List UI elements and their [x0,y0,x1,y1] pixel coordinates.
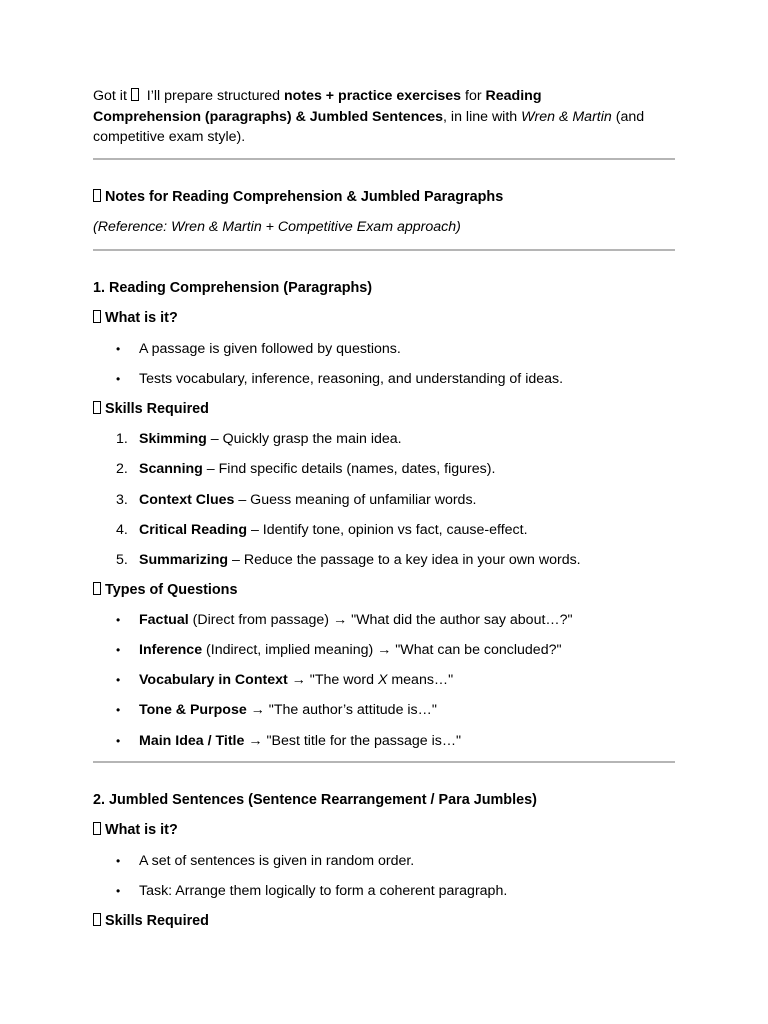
notes-title-text: Notes for Reading Comprehension & Jumbled Paragraphs [105,189,504,205]
bullet: • [116,673,121,687]
list-item [139,672,453,688]
question-type-term: Vocabulary in Context [139,672,288,688]
heading-text: Skills Required [105,913,209,929]
list-item: A set of sentences is given in random order. [139,853,415,869]
missing-glyph-icon [93,913,101,926]
bullet: • [116,703,121,717]
bullet: • [116,342,121,356]
list-item [139,733,461,749]
missing-glyph-icon [93,401,101,414]
notes-title [93,189,503,205]
missing-glyph-icon [93,189,101,202]
intro-paragraph [93,86,653,148]
section-2-title: 2. Jumbled Sentences (Sentence Rearrangement / Para Jumbles) [93,792,537,808]
reference-note: (Reference: Wren & Martin + Competitive Exam approach) [93,219,461,235]
heading-text: Types of Questions [105,582,238,598]
question-type-term: Tone & Purpose [139,702,247,718]
list-item [139,461,495,477]
section-2-skills-heading [93,913,209,929]
heading-text: Skills Required [105,401,209,417]
skill-desc: – Reduce the passage to a key idea in your own words. [228,552,581,568]
horizontal-rule [93,158,675,160]
bullet: • [116,734,121,748]
heading-text: What is it? [105,822,178,838]
question-type-desc-italic: X [377,672,388,688]
list-number: 4. [116,522,128,538]
list-item: Task: Arrange them logically to form a coherent paragraph. [139,883,508,899]
question-type-term: Factual [139,612,189,628]
skill-term: Skimming [139,431,207,447]
list-number: 1. [116,431,128,447]
question-type-term: Main Idea / Title [139,733,245,749]
section-1-skills-heading [93,401,209,417]
skill-term: Critical Reading [139,522,248,538]
question-type-desc: means…" [387,672,454,688]
list-number: 2. [116,461,128,477]
list-item [139,492,476,508]
missing-glyph-icon [93,822,101,835]
list-item: Tests vocabulary, inference, reasoning, and understanding of ideas. [139,371,564,387]
skill-desc: – Identify tone, opinion vs fact, cause-effect. [247,522,528,538]
question-type-desc: → "The author’s attitude is…" [246,702,437,718]
list-number: 3. [116,492,128,508]
list-item [139,522,528,538]
intro-bold-text: Reading Comprehension (paragraphs) & Jumbled Sentences [93,88,542,125]
bullet: • [116,854,121,868]
section-1-title: 1. Reading Comprehension (Paragraphs) [93,280,373,296]
missing-glyph-icon [93,582,101,595]
section-1-types-heading [93,582,237,598]
skill-term: Summarizing [139,552,229,568]
intro-text: Got it [93,88,131,104]
list-number: 5. [116,552,128,568]
heading-text: What is it? [105,310,178,326]
skill-desc: – Find specific details (names, dates, figures). [202,461,496,477]
list-item [139,702,437,718]
section-1-what-heading [93,310,178,326]
skill-desc: – Guess meaning of unfamiliar words. [234,492,477,508]
bullet: • [116,643,121,657]
intro-text: (and competitive exam style). [93,108,645,145]
question-type-desc: (Direct from passage) → "What did the author say about…?" [188,612,573,628]
skill-desc: – Quickly grasp the main idea. [206,431,402,447]
section-2-what-heading [93,822,178,838]
list-item [139,431,402,447]
list-item [139,642,562,658]
missing-glyph-icon [93,310,101,323]
bullet: • [116,613,121,627]
question-type-desc: → "The word [287,672,378,688]
missing-glyph-icon [131,88,139,101]
list-item: A passage is given followed by questions. [139,341,401,357]
bullet: • [116,884,121,898]
intro-text: , in line with [443,108,522,125]
skill-term: Context Clues [139,492,235,508]
intro-text: for [461,88,486,104]
question-type-desc: (Indirect, implied meaning) → "What can be concluded?" [202,642,562,658]
question-type-term: Inference [139,642,203,658]
list-item [139,552,581,568]
intro-text: I’ll prepare structured [142,88,285,104]
question-type-desc: → "Best title for the passage is…" [244,733,462,749]
horizontal-rule [93,249,675,251]
list-item [139,612,573,628]
skill-term: Scanning [139,461,203,477]
horizontal-rule [93,761,675,763]
intro-italic-text: Wren & Martin [521,108,612,125]
intro-bold-text: notes + practice exercises [284,88,462,104]
bullet: • [116,372,121,386]
